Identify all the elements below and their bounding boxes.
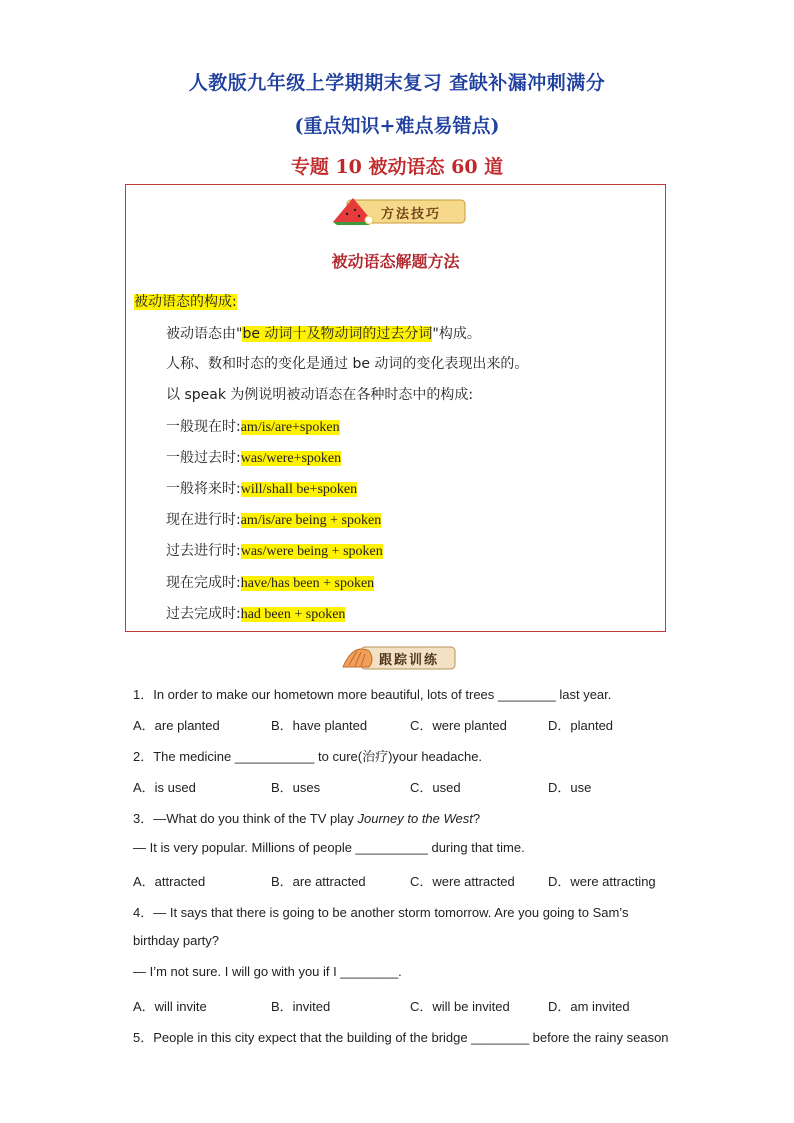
option-d: D．were attracting: [548, 874, 656, 889]
option-d: D．am invited: [548, 999, 630, 1014]
option-d: D．planted: [548, 718, 614, 733]
question-2: 2．The medicine ___________ to cure(治疗)your headache.: [133, 749, 483, 764]
option-d: D．use: [548, 780, 592, 795]
option-b: B．have planted: [271, 718, 368, 733]
option-b: B．are attracted: [271, 874, 366, 889]
page-title: 人教版九年级上学期期末复习 查缺补漏冲刺满分: [188, 72, 606, 94]
question-1: 1．In order to make our hometown more beautiful, lots of trees ________ last year.: [133, 687, 612, 702]
topic-title: 专题 10 被动语态 60 道: [290, 156, 504, 178]
play-title: Journey to the West: [357, 811, 473, 826]
tense-row: 一般将来时:will/shall be+spoken: [166, 481, 358, 497]
method-badge: [329, 196, 469, 226]
question-4: 4．— It says that there is going to be another storm tomorrow. Are you going to Sam’s: [133, 905, 629, 920]
question-4-line-3: — I’m not sure. I will go with you if I ________.: [133, 964, 402, 979]
option-a: A．are planted: [133, 718, 220, 733]
tense-row: 过去进行时:was/were being + spoken: [166, 543, 383, 559]
option-a: A．will invite: [133, 999, 207, 1014]
method-heading: 被动语态解题方法: [331, 252, 460, 271]
tense-row: 过去完成时:had been + spoken: [166, 606, 346, 622]
tense-row: 一般过去时:was/were+spoken: [166, 450, 342, 466]
practice-badge-label: 跟踪训练: [379, 653, 440, 668]
question-4-line-2: birthday party?: [133, 933, 219, 948]
question-5: 5．People in this city expect that the building of the bridge ________ before the rainy season: [133, 1030, 669, 1045]
construction-intro: 被动语态由"be 动词十及物动词的过去分词"构成。: [166, 326, 481, 342]
option-c: C．were attracted: [410, 874, 515, 889]
option-c: C．will be invited: [410, 999, 510, 1014]
question-3: 3．—What do you think of the TV play Journey to the West?: [133, 811, 481, 826]
tense-row: 一般现在时:am/is/are+spoken: [166, 419, 340, 435]
method-badge-label: 方法技巧: [381, 207, 442, 222]
option-c: C．were planted: [410, 718, 507, 733]
option-b: B．uses: [271, 780, 321, 795]
option-c: C．used: [410, 780, 461, 795]
tense-row: 现在完成时:have/has been + spoken: [166, 575, 375, 591]
question-3-answer-line: — It is very popular. Millions of people __________ during that time.: [133, 840, 525, 855]
option-a: A．attracted: [133, 874, 206, 889]
option-a: A．is used: [133, 780, 196, 795]
construction-line-2: 人称、数和时态的变化是通过 be 动词的变化表现出来的。: [166, 356, 529, 372]
construction-line-3: 以 speak 为例说明被动语态在各种时态中的构成:: [166, 387, 474, 403]
option-b: B．invited: [271, 999, 331, 1014]
practice-badge: [339, 641, 459, 673]
method-box: [125, 184, 666, 632]
tense-row: 现在进行时:am/is/are being + spoken: [166, 512, 382, 528]
construction-label: 被动语态的构成:: [134, 294, 237, 310]
page-subtitle: (重点知识+难点易错点): [294, 115, 500, 137]
